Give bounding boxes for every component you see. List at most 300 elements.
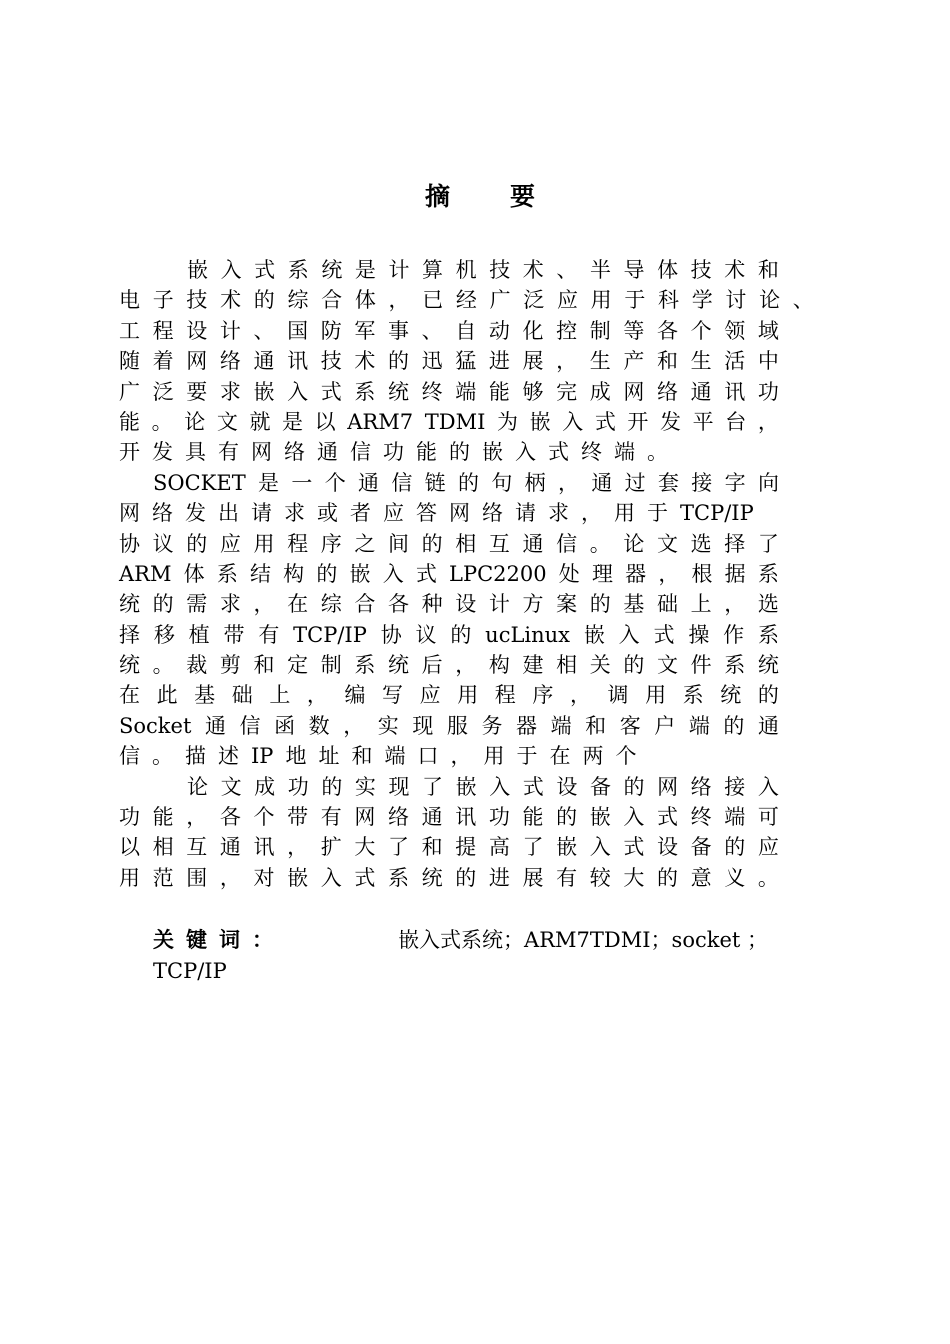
text-token: 程 bbox=[152, 318, 174, 343]
text-token: 开 bbox=[627, 409, 649, 434]
text-token: 式 bbox=[548, 440, 569, 465]
text-token: 现 bbox=[388, 774, 410, 799]
text-token: 的 bbox=[421, 531, 443, 556]
text-token: ， bbox=[388, 288, 410, 313]
text-token: 备 bbox=[690, 835, 712, 860]
text-token: 式 bbox=[653, 622, 675, 647]
text-token: TCP/IP bbox=[680, 501, 754, 526]
text-token: 络 bbox=[482, 501, 503, 526]
text-token: 合 bbox=[354, 592, 376, 617]
text-token: 工 bbox=[119, 318, 140, 343]
text-token: 或 bbox=[317, 501, 338, 526]
text-token: 互 bbox=[488, 531, 510, 556]
text-token: 系 bbox=[354, 379, 376, 404]
text-token: 网 bbox=[449, 501, 470, 526]
text-token: 统 bbox=[119, 592, 140, 617]
text-token: 、 bbox=[556, 258, 578, 282]
text-line bbox=[119, 377, 779, 407]
text-token: 用 bbox=[119, 865, 140, 890]
text-token: 扩 bbox=[320, 835, 342, 860]
text-token: 后 bbox=[421, 653, 443, 678]
text-token: 通 bbox=[219, 835, 241, 860]
text-token: 础 bbox=[657, 592, 678, 617]
text-line bbox=[119, 316, 779, 346]
text-line bbox=[119, 680, 779, 710]
text-token: 个 bbox=[253, 805, 275, 830]
text-token: 够 bbox=[522, 379, 544, 404]
text-token: ， bbox=[219, 865, 241, 890]
text-token: 接 bbox=[691, 470, 713, 495]
text-token: 讯 bbox=[287, 349, 309, 374]
text-token: 范 bbox=[152, 865, 174, 890]
text-token: 防 bbox=[320, 318, 342, 343]
text-token: 基 bbox=[194, 683, 216, 708]
text-token: 选 bbox=[757, 592, 779, 617]
text-token: 发 bbox=[152, 440, 173, 465]
text-token: 术 bbox=[354, 349, 376, 374]
text-token: 的 bbox=[321, 774, 343, 799]
text-token: 者 bbox=[350, 501, 371, 526]
text-token: 网 bbox=[119, 501, 140, 526]
text-token: 高 bbox=[488, 835, 510, 860]
text-token: 函 bbox=[274, 713, 296, 738]
text-token: ， bbox=[581, 501, 602, 526]
text-token: 的 bbox=[657, 865, 678, 890]
text-token: 的 bbox=[723, 713, 745, 738]
text-token: 技 bbox=[186, 288, 208, 313]
text-token: 络 bbox=[657, 379, 678, 404]
text-token: 服 bbox=[446, 713, 468, 738]
text-token: 嵌 bbox=[287, 865, 309, 890]
text-token: 程 bbox=[494, 683, 516, 708]
text-token: 移 bbox=[153, 622, 175, 647]
text-line bbox=[119, 468, 779, 498]
text-line bbox=[119, 863, 779, 893]
text-token: 柄 bbox=[524, 470, 546, 495]
text-token: ucLinux bbox=[485, 622, 571, 647]
text-token: 构 bbox=[283, 561, 305, 586]
text-token: 择 bbox=[724, 531, 746, 556]
text-token: 文 bbox=[657, 653, 678, 678]
text-token: 入 bbox=[515, 440, 536, 465]
text-token: 链 bbox=[424, 470, 446, 495]
text-token: 术 bbox=[220, 288, 242, 313]
text-token: 入 bbox=[623, 805, 645, 830]
text-token: 广 bbox=[119, 379, 140, 404]
text-token: 址 bbox=[318, 744, 340, 769]
text-token: 体 bbox=[183, 561, 205, 586]
text-token: 功 bbox=[757, 379, 779, 404]
text-token: 剪 bbox=[219, 653, 241, 678]
text-line bbox=[119, 772, 779, 802]
text-token: 的 bbox=[449, 440, 470, 465]
text-token: 求 bbox=[284, 501, 305, 526]
text-token: 套 bbox=[657, 470, 679, 495]
text-token: 功 bbox=[119, 805, 140, 830]
text-line bbox=[119, 741, 779, 771]
text-token: 等 bbox=[623, 318, 645, 343]
text-token: 调 bbox=[607, 683, 629, 708]
text-token: 中 bbox=[757, 349, 779, 374]
text-token: 器 bbox=[516, 713, 538, 738]
text-token: 应 bbox=[383, 501, 404, 526]
text-token: 字 bbox=[724, 470, 746, 495]
text-token: 能 bbox=[119, 409, 140, 434]
text-token: ARM bbox=[119, 561, 172, 586]
text-token: 备 bbox=[589, 774, 611, 799]
text-token: 讯 bbox=[455, 805, 477, 830]
text-token: 两 bbox=[582, 744, 604, 769]
text-token: 入 bbox=[618, 622, 640, 647]
text-token: 相 bbox=[455, 531, 477, 556]
text-token: 务 bbox=[481, 713, 503, 738]
text-token: Socket bbox=[119, 713, 192, 738]
text-token: 论 bbox=[623, 531, 645, 556]
text-token: 化 bbox=[522, 318, 544, 343]
text-token: 实 bbox=[377, 713, 399, 738]
text-token: 此 bbox=[156, 683, 178, 708]
text-token: 实 bbox=[354, 774, 376, 799]
text-token: 入 bbox=[562, 409, 584, 434]
text-token: 答 bbox=[416, 501, 437, 526]
text-token: 控 bbox=[556, 318, 578, 343]
text-token: 为 bbox=[496, 409, 518, 434]
text-line bbox=[119, 285, 814, 315]
text-token: 入 bbox=[489, 774, 511, 799]
text-token: 功 bbox=[287, 774, 309, 799]
text-token: 、 bbox=[792, 288, 814, 313]
text-token: 泛 bbox=[152, 379, 174, 404]
text-token: 能 bbox=[522, 805, 544, 830]
text-token: 据 bbox=[724, 561, 746, 586]
text-token: 是 bbox=[282, 409, 304, 434]
text-token: 和 bbox=[585, 713, 607, 738]
text-token: 讨 bbox=[725, 288, 747, 313]
text-line bbox=[119, 437, 779, 467]
text-token: 的 bbox=[455, 865, 477, 890]
text-token: 构 bbox=[488, 653, 510, 678]
text-token: 统 bbox=[388, 653, 409, 678]
text-token: 入 bbox=[757, 774, 779, 799]
text-token: 作 bbox=[723, 622, 745, 647]
text-token: 通 bbox=[253, 349, 275, 374]
text-token: ， bbox=[253, 592, 275, 617]
text-token: 设 bbox=[455, 592, 477, 617]
text-token: 络 bbox=[152, 501, 173, 526]
text-token: 的 bbox=[589, 592, 611, 617]
text-token: 户 bbox=[654, 713, 676, 738]
text-token: 就 bbox=[249, 409, 271, 434]
text-token: 综 bbox=[287, 288, 309, 313]
text-line bbox=[119, 346, 779, 376]
text-token: 过 bbox=[624, 470, 646, 495]
text-token: 计 bbox=[219, 318, 241, 343]
text-token: 较 bbox=[589, 865, 611, 890]
text-line bbox=[119, 620, 779, 650]
text-token: 。 bbox=[757, 865, 779, 890]
text-token: 大 bbox=[623, 865, 645, 890]
text-token: 具 bbox=[185, 440, 206, 465]
text-token: 平 bbox=[692, 409, 714, 434]
text-token: ， bbox=[450, 744, 472, 769]
text-token: ， bbox=[455, 653, 477, 678]
text-token: 学 bbox=[691, 288, 713, 313]
text-token: 网 bbox=[354, 805, 376, 830]
text-token: 制 bbox=[320, 653, 342, 678]
text-token: 求 bbox=[219, 379, 241, 404]
text-token: 域 bbox=[757, 318, 779, 343]
text-token: 自 bbox=[455, 318, 477, 343]
text-token: 相 bbox=[152, 835, 174, 860]
text-token: 广 bbox=[489, 288, 511, 313]
text-token: 着 bbox=[152, 349, 174, 374]
text-token: 展 bbox=[522, 865, 544, 890]
text-token: 论 bbox=[184, 409, 206, 434]
text-token: 于 bbox=[516, 744, 538, 769]
text-token: ， bbox=[757, 409, 779, 434]
text-token: 的 bbox=[316, 561, 338, 586]
text-token: 事 bbox=[388, 318, 409, 343]
text-token: 计 bbox=[488, 592, 510, 617]
text-token: 式 bbox=[254, 258, 276, 282]
text-token: 生 bbox=[690, 349, 712, 374]
text-token: 请 bbox=[251, 501, 272, 526]
text-token: 技 bbox=[320, 349, 342, 374]
text-token: 设 bbox=[556, 774, 578, 799]
text-token: ， bbox=[343, 713, 365, 738]
text-token: 络 bbox=[690, 774, 712, 799]
text-token: 迅 bbox=[421, 349, 443, 374]
text-token: 系 bbox=[216, 561, 238, 586]
text-token: 嵌 bbox=[589, 805, 611, 830]
text-token: 提 bbox=[455, 835, 477, 860]
text-token: 地 bbox=[285, 744, 307, 769]
text-token: 各 bbox=[388, 592, 409, 617]
text-token: 端 bbox=[614, 440, 635, 465]
text-token: 系 bbox=[354, 653, 376, 678]
text-token: 能 bbox=[488, 379, 510, 404]
text-token: 成 bbox=[254, 774, 276, 799]
text-token: 建 bbox=[522, 653, 544, 678]
text-token: 猛 bbox=[455, 349, 477, 374]
text-token: ARM7 bbox=[347, 409, 414, 434]
text-token: 络 bbox=[388, 805, 409, 830]
text-token: 用 bbox=[645, 683, 667, 708]
text-token: 发 bbox=[660, 409, 682, 434]
text-token: 信 bbox=[391, 470, 413, 495]
text-token: 定 bbox=[287, 653, 309, 678]
text-token: 数 bbox=[308, 713, 330, 738]
text-token: 通 bbox=[421, 805, 443, 830]
text-token: 端 bbox=[550, 713, 572, 738]
text-token: 。 bbox=[152, 744, 173, 769]
text-token: 术 bbox=[724, 258, 746, 282]
text-token: ， bbox=[306, 683, 328, 708]
text-token: 有 bbox=[556, 865, 578, 890]
text-token: 的 bbox=[458, 470, 479, 495]
text-token: 入 bbox=[220, 258, 242, 282]
text-token: 嵌 bbox=[349, 561, 371, 586]
text-token: 应 bbox=[757, 835, 779, 860]
text-line bbox=[119, 255, 779, 285]
text-token: 络 bbox=[219, 349, 241, 374]
text-token: TDMI bbox=[424, 409, 486, 434]
text-token: 系 bbox=[724, 653, 746, 678]
text-token: ， bbox=[658, 561, 680, 586]
text-token: 发 bbox=[185, 501, 206, 526]
keywords-continuation: TCP/IP bbox=[153, 959, 227, 983]
text-token: 。 bbox=[152, 653, 174, 678]
text-token: 结 bbox=[250, 561, 271, 586]
text-token: 序 bbox=[320, 531, 342, 556]
text-token: 相 bbox=[556, 653, 578, 678]
text-token: 网 bbox=[623, 379, 645, 404]
text-token: 、 bbox=[421, 318, 443, 343]
text-token: 通 bbox=[522, 531, 544, 556]
text-token: 需 bbox=[186, 592, 208, 617]
text-token: 处 bbox=[558, 561, 580, 586]
text-token: 进 bbox=[488, 865, 510, 890]
text-token: 有 bbox=[258, 622, 280, 647]
text-token: 讯 bbox=[724, 379, 746, 404]
text-token: 之 bbox=[354, 531, 376, 556]
text-token: 应 bbox=[219, 531, 241, 556]
text-token: 器 bbox=[625, 561, 647, 586]
text-token: 成 bbox=[589, 379, 611, 404]
text-token: 电 bbox=[119, 288, 140, 313]
text-token: 式 bbox=[623, 835, 645, 860]
text-token: 是 bbox=[354, 258, 376, 282]
text-token: 的 bbox=[556, 805, 578, 830]
text-token: 议 bbox=[415, 622, 437, 647]
text-token: 统 bbox=[119, 653, 140, 678]
text-token: 程 bbox=[287, 531, 309, 556]
text-token: 上 bbox=[690, 592, 712, 617]
text-token: 进 bbox=[488, 349, 510, 374]
text-token: 在 bbox=[119, 683, 140, 708]
text-token: 随 bbox=[119, 349, 140, 374]
text-token: 网 bbox=[186, 349, 208, 374]
text-token: 的 bbox=[623, 774, 645, 799]
text-token: 统 bbox=[388, 379, 409, 404]
text-token: 式 bbox=[522, 774, 544, 799]
text-token: 经 bbox=[455, 288, 477, 313]
text-token: 的 bbox=[152, 592, 174, 617]
text-token: 描 bbox=[185, 744, 206, 769]
text-token: 现 bbox=[412, 713, 434, 738]
text-line bbox=[119, 589, 779, 619]
text-token: 协 bbox=[119, 531, 140, 556]
text-token: 的 bbox=[724, 835, 746, 860]
text-token: 关 bbox=[589, 653, 611, 678]
text-token: 能 bbox=[152, 805, 174, 830]
text-token: 的 bbox=[623, 653, 645, 678]
text-token: 系 bbox=[757, 561, 779, 586]
text-token: 技 bbox=[690, 258, 712, 282]
text-token: 合 bbox=[321, 288, 343, 313]
text-token: 理 bbox=[591, 561, 613, 586]
text-token: 端 bbox=[455, 379, 477, 404]
text-token: 讯 bbox=[253, 835, 275, 860]
text-token: 入 bbox=[287, 379, 309, 404]
keywords-line bbox=[153, 925, 768, 955]
text-token: 选 bbox=[690, 531, 712, 556]
keywords-label: 关键词： bbox=[153, 927, 285, 952]
text-token: 开 bbox=[119, 440, 140, 465]
text-token: 半 bbox=[589, 258, 611, 282]
text-token: 嵌 bbox=[482, 440, 503, 465]
text-token: 的 bbox=[186, 531, 208, 556]
text-token: 于 bbox=[624, 288, 646, 313]
text-token: 在 bbox=[549, 744, 571, 769]
text-token: 基 bbox=[623, 592, 645, 617]
text-token: 各 bbox=[657, 318, 678, 343]
text-token: 和 bbox=[657, 349, 678, 374]
page-title: 摘要 bbox=[424, 182, 595, 211]
text-token: 统 bbox=[757, 653, 779, 678]
text-token: IP bbox=[251, 744, 274, 769]
text-token: 应 bbox=[556, 288, 578, 313]
text-token: 了 bbox=[757, 531, 779, 556]
text-token: 用 bbox=[457, 683, 479, 708]
text-token: 活 bbox=[724, 349, 746, 374]
text-token: 已 bbox=[422, 288, 444, 313]
text-token: 式 bbox=[657, 805, 678, 830]
text-token: 序 bbox=[532, 683, 554, 708]
text-token: 操 bbox=[688, 622, 710, 647]
text-token: 用 bbox=[253, 531, 275, 556]
text-token: 互 bbox=[186, 835, 208, 860]
text-token: 体 bbox=[354, 288, 376, 313]
text-token: 通 bbox=[757, 713, 779, 738]
text-token: 口 bbox=[417, 744, 439, 769]
text-token: 端 bbox=[384, 744, 406, 769]
text-token: 对 bbox=[253, 865, 275, 890]
text-token: 以 bbox=[314, 409, 336, 434]
text-token: 大 bbox=[354, 835, 376, 860]
text-token: 和 bbox=[757, 258, 779, 282]
text-token: 础 bbox=[231, 683, 253, 708]
text-line bbox=[119, 802, 779, 832]
text-token: 入 bbox=[382, 561, 404, 586]
text-token: 客 bbox=[619, 713, 641, 738]
text-token: 台 bbox=[725, 409, 747, 434]
text-token: ， bbox=[724, 592, 746, 617]
text-token: 方 bbox=[522, 592, 544, 617]
text-token: 。 bbox=[589, 531, 611, 556]
text-token: 裁 bbox=[186, 653, 208, 678]
text-token: 泛 bbox=[523, 288, 545, 313]
text-token: 统 bbox=[421, 865, 443, 890]
text-token: SOCKET bbox=[153, 470, 246, 495]
text-token: 出 bbox=[218, 501, 239, 526]
text-token: 文 bbox=[216, 409, 238, 434]
text-token: 了 bbox=[522, 835, 544, 860]
text-token: 以 bbox=[119, 835, 140, 860]
text-token: 系 bbox=[388, 865, 409, 890]
text-token: 议 bbox=[152, 531, 174, 556]
text-token: 句 bbox=[491, 470, 513, 495]
text-token: 述 bbox=[218, 744, 239, 769]
text-token: 终 bbox=[581, 440, 602, 465]
text-token: 系 bbox=[682, 683, 704, 708]
text-line bbox=[119, 498, 779, 528]
text-token: 植 bbox=[188, 622, 210, 647]
text-token: 算 bbox=[422, 258, 444, 282]
text-token: 根 bbox=[691, 561, 713, 586]
text-token: 用 bbox=[483, 744, 505, 769]
text-token: 子 bbox=[152, 288, 174, 313]
